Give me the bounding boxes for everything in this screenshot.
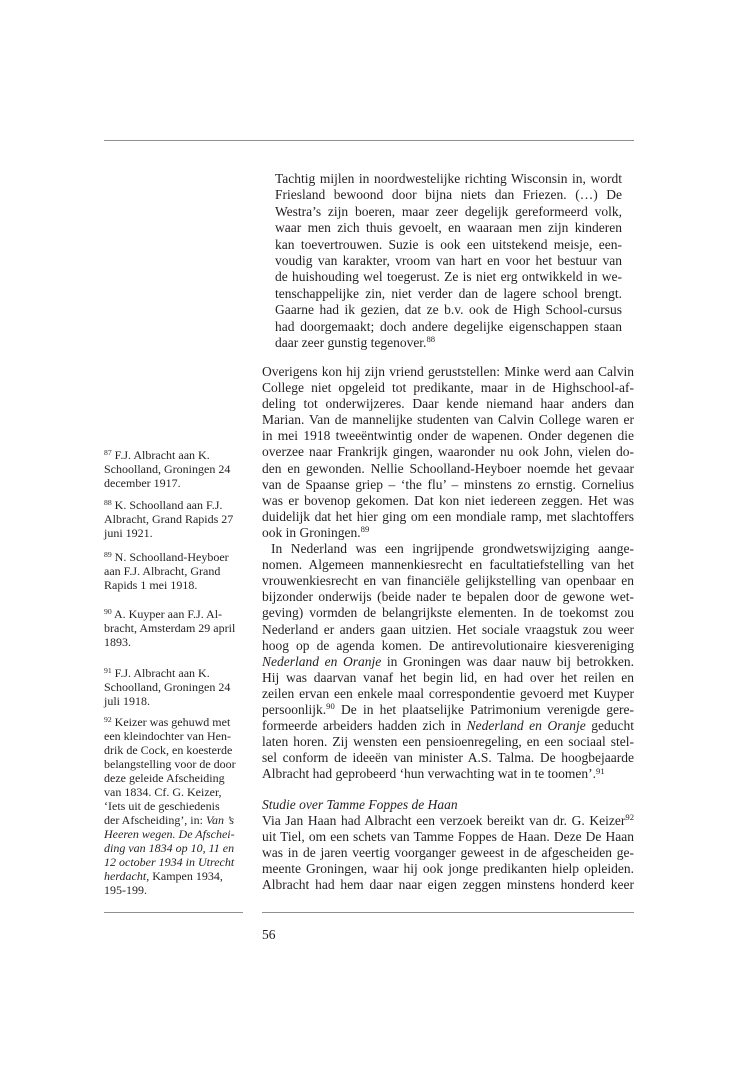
text-line	[262, 589, 634, 605]
footnote-line	[104, 564, 243, 578]
quote-line	[275, 269, 622, 285]
text-run: vrouwenkiesrecht en van financiële gelijkstelling van openbaar en	[262, 573, 634, 589]
text-run: Marian. Van de mannelijke studenten van Calvin College waren er	[262, 412, 634, 428]
text-run: tenschappelijke zin, niet verder dan de lagere school brengt.	[275, 285, 622, 301]
text-run: Via Jan Haan had Albracht een verzoek bereikt van dr. G. Keizer	[262, 812, 626, 828]
text-line	[262, 861, 634, 877]
text-run: Friesland bewoond door bijna niets dan Friezen. (…) De	[275, 187, 622, 203]
quote-line	[275, 171, 622, 187]
text-run: geving) vormden de belangrijkste elementen. In de toekomst zou	[262, 605, 634, 621]
footnote-line	[104, 729, 243, 743]
block-quote	[275, 171, 622, 351]
footnote-marker: 90	[326, 701, 335, 712]
footnote-marker: 89	[360, 524, 370, 535]
footnote-line	[104, 715, 243, 729]
text-line	[262, 380, 634, 396]
text-run: een kleindochter van Hen-	[104, 729, 231, 743]
quote-line	[275, 253, 622, 269]
quote-line	[275, 220, 622, 236]
footnote-line	[104, 476, 243, 490]
footnote-line	[104, 785, 243, 799]
text-run: deze geleide Afscheiding	[104, 771, 225, 785]
text-line	[262, 461, 634, 477]
text-run: 1893.	[104, 635, 131, 649]
footnote-line	[104, 827, 243, 841]
text-run: ‘Iets uit de geschiedenis	[104, 799, 220, 813]
text-run: daar zeer gunstig tegenover.	[275, 335, 427, 351]
italic-title: ding van 1834 op 10, 11 en	[104, 841, 235, 855]
footnote-line	[104, 855, 243, 869]
footnote-91	[104, 666, 243, 708]
italic-title: Nederland en Oranje	[466, 718, 586, 734]
text-run: geducht	[585, 718, 634, 734]
section-heading: Studie over Tamme Foppes de Haan	[262, 796, 458, 812]
text-line	[262, 877, 634, 893]
footnote-line	[104, 621, 243, 635]
footnote-line	[104, 757, 243, 771]
text-run: waar men zich thuis gevoelt, en waaraan men zijn kinderen	[275, 220, 622, 236]
paragraph	[262, 813, 634, 893]
text-line	[262, 509, 634, 525]
text-line	[262, 605, 634, 621]
text-run: december 1917.	[104, 476, 181, 490]
footnote-marker: 88	[426, 334, 436, 345]
text-run: de huishouding wel toegerust. Ze is niet erg ontwikkeld in we-	[275, 269, 622, 285]
text-run: bijzonder onderwijs (beide nader te bepalen door de gewone wet-	[262, 589, 634, 605]
text-line	[262, 573, 634, 589]
text-line	[262, 412, 634, 428]
text-run: Westra’s zijn boeren, maar zeer degelijk gereformeerd volk,	[275, 203, 622, 219]
text-line	[262, 813, 634, 829]
text-run: drik de Cock, en koesterde	[104, 743, 233, 757]
quote-line	[275, 302, 622, 318]
header-rule	[104, 140, 634, 141]
text-run: bracht, Amsterdam 29 april	[104, 621, 236, 635]
text-line	[262, 444, 634, 460]
paragraph	[262, 541, 634, 782]
text-run: ook in Groningen.	[262, 524, 361, 540]
text-run: van 1834. Cf. G. Keizer,	[104, 785, 222, 799]
quote-line	[275, 187, 622, 203]
italic-title: Van ’s	[205, 813, 235, 827]
italic-title: 12 october 1934 in Utrecht	[104, 855, 235, 869]
text-line	[262, 364, 634, 380]
text-run: zeilen ervan een enkele maal correspondentie gevoerd met Kuyper	[262, 685, 634, 701]
footnote-line	[104, 526, 243, 540]
text-line	[262, 622, 634, 638]
footnote-line	[104, 512, 243, 526]
footnote-marker: 91	[104, 665, 112, 675]
text-run: der Afscheiding’, in:	[104, 813, 206, 827]
text-run: F.J. Albracht aan K.	[111, 448, 210, 462]
text-run: A. Kuyper aan F.J. Al-	[111, 607, 223, 621]
text-run: Albracht had hem daar naar eigen zeggen minstens honderd keer	[262, 877, 634, 893]
text-line	[262, 477, 634, 493]
text-run: In Nederland was een ingrijpende grondwetswijziging aange-	[271, 541, 634, 557]
text-line	[262, 654, 634, 670]
text-run: van de Spaanse griep – ‘the flu’ – minstens zo ernstig. Cornelius	[262, 476, 634, 492]
text-run: Nederland er anders gaan uitzien. Het sociale vraagstuk zou weer	[262, 621, 634, 637]
text-run: voudig van karakter, vroom van hart en voor het bestuur van	[275, 253, 622, 269]
text-run: De in het plaatselijke Patrimonium verenigde gere-	[334, 701, 634, 717]
footnote-88	[104, 498, 243, 540]
footnote-marker: 91	[596, 765, 605, 776]
text-run: Schoolland, Groningen 24	[104, 680, 231, 694]
footnote-line	[104, 635, 243, 649]
footnote-line	[104, 666, 243, 680]
text-line	[262, 845, 634, 861]
text-line	[262, 525, 634, 541]
text-run: was er bovenop gekomen. Dat kon niet iedereen zeggen. Het was	[262, 492, 634, 508]
text-line	[262, 686, 634, 702]
footnote-marker: 90	[104, 606, 112, 616]
text-run: K. Schoolland aan F.J.	[111, 498, 223, 512]
footnote-line	[104, 607, 243, 621]
footnote-line	[104, 743, 243, 757]
footnote-line	[104, 550, 243, 564]
footnote-89	[104, 550, 243, 592]
text-run: persoonlijk.	[262, 701, 327, 717]
text-line	[262, 396, 634, 412]
quote-line	[275, 319, 622, 335]
text-run: in Groningen was daar nauw bij betrokken.	[381, 653, 634, 669]
footnote-column-rule	[104, 912, 243, 913]
footnote-line	[104, 883, 243, 897]
footnote-line	[104, 841, 243, 855]
text-run: Albracht, Grand Rapids 27	[104, 512, 234, 526]
text-line	[262, 702, 634, 718]
text-line	[262, 734, 634, 750]
text-run: juli 1918.	[104, 694, 151, 708]
text-line	[262, 829, 634, 845]
footnote-90	[104, 607, 243, 649]
text-run: Schoolland, Groningen 24	[104, 462, 231, 476]
footnote-marker: 88	[104, 497, 112, 507]
text-run: in mei 1918 tweeëntwintig onder de wapenen. Onder degenen die	[262, 428, 634, 444]
quote-line	[275, 286, 622, 302]
text-line	[262, 493, 634, 509]
footnote-line	[104, 462, 243, 476]
footnote-marker: 87	[104, 447, 112, 457]
text-run: Keizer was gehuwd met	[111, 715, 231, 729]
text-column-rule	[262, 912, 634, 913]
footnote-marker: 92	[104, 714, 112, 724]
text-run: N. Schoolland-Heyboer	[111, 550, 229, 564]
text-run: College niet opgeleid tot predikante, maar in de Highschool-af-	[262, 380, 634, 396]
paragraph	[262, 364, 634, 541]
text-run: deling tot onderwijzeres. Daar kende niemand haar anders dan	[262, 396, 634, 412]
text-run: belangstelling voor de door	[104, 757, 236, 771]
text-run: meente Groningen, waar hij ook jonge predikanten hielp opleiden.	[262, 861, 634, 877]
text-line	[262, 766, 634, 782]
footnote-line	[104, 799, 243, 813]
text-line	[262, 541, 634, 557]
text-run: duidelijk dat het hier ging om een mondiale ramp, met slachtoffers	[262, 508, 634, 524]
text-line	[262, 638, 634, 654]
text-run: , Kampen 1934,	[146, 869, 223, 883]
text-line	[262, 670, 634, 686]
text-run: F.J. Albracht aan K.	[111, 666, 210, 680]
text-run: overzee naar Frankrijk gingen, waaronder nu ook John, vielen do-	[262, 444, 634, 460]
footnote-line	[104, 498, 243, 512]
footnote-line	[104, 771, 243, 785]
text-run: was in de jaren veertig voorganger geweest in de afgescheiden ge-	[262, 845, 634, 861]
quote-line	[275, 204, 622, 220]
text-run: uit Tiel, om een schets van Tamme Foppes de Haan. Deze De Haan	[262, 829, 634, 845]
footnote-92	[104, 715, 243, 897]
main-text	[262, 364, 634, 893]
italic-title: herdacht	[104, 869, 147, 883]
text-run: 195-199.	[104, 883, 147, 897]
page-number: 56	[262, 927, 276, 942]
text-run: kan toevertrouwen. Suzie is ook een uitstekend meisje, een-	[275, 236, 622, 252]
text-run: formeerde arbeiders hadden zich in	[262, 718, 467, 734]
footnote-line	[104, 869, 243, 883]
text-run: Albracht had geprobeerd ‘hun verwachting wat in te toomen’.	[262, 766, 597, 782]
quote-line	[275, 335, 622, 351]
footnote-line	[104, 813, 243, 827]
text-run: sel conform de ideeën van minister A.S. Talma. De hoogbejaarde	[262, 750, 634, 766]
text-run: Rapids 1 mei 1918.	[104, 578, 198, 592]
text-run: had doorgemaakt; doch andere degelijke eigenschappen staan	[275, 318, 622, 334]
footnote-line	[104, 680, 243, 694]
italic-title: Nederland en Oranje	[262, 653, 382, 669]
footnote-line	[104, 578, 243, 592]
text-run: Tachtig mijlen in noordwestelijke richting Wisconsin in, wordt	[275, 171, 622, 186]
footnote-line	[104, 448, 243, 462]
text-run: Overigens kon hij zijn vriend geruststellen: Minke werd aan Calvin	[262, 364, 634, 379]
footnote-marker: 89	[104, 549, 112, 559]
text-run: nomen. Algemeen mannenkiesrecht en facultatiefstelling van het	[262, 557, 634, 573]
text-run: laten horen. Zij wensten een pensioenregeling, en een sociaal stel-	[262, 734, 634, 750]
text-run: den en gewonden. Nellie Schoolland-Heyboer noemde het gevaar	[262, 460, 634, 476]
text-run: juni 1921.	[104, 526, 153, 540]
text-run: Hij was daarvan vanaf het begin lid, en had over het reilen en	[262, 669, 634, 685]
text-run: hoog op de agenda komen. De antirevolutionaire kiesvereniging	[262, 637, 634, 653]
footnote-87	[104, 448, 243, 490]
text-line	[262, 428, 634, 444]
text-line	[262, 557, 634, 573]
quote-line	[275, 237, 622, 253]
text-run: aan F.J. Albracht, Grand	[104, 564, 221, 578]
text-line	[262, 718, 634, 734]
footnote-marker: 92	[625, 812, 634, 823]
text-line	[262, 750, 634, 766]
footnote-line	[104, 694, 243, 708]
text-run: Gaarne had ik gezien, dat ze b.v. ook de High School-cursus	[275, 302, 622, 318]
italic-title: Heeren wegen. De Afschei-	[104, 827, 235, 841]
